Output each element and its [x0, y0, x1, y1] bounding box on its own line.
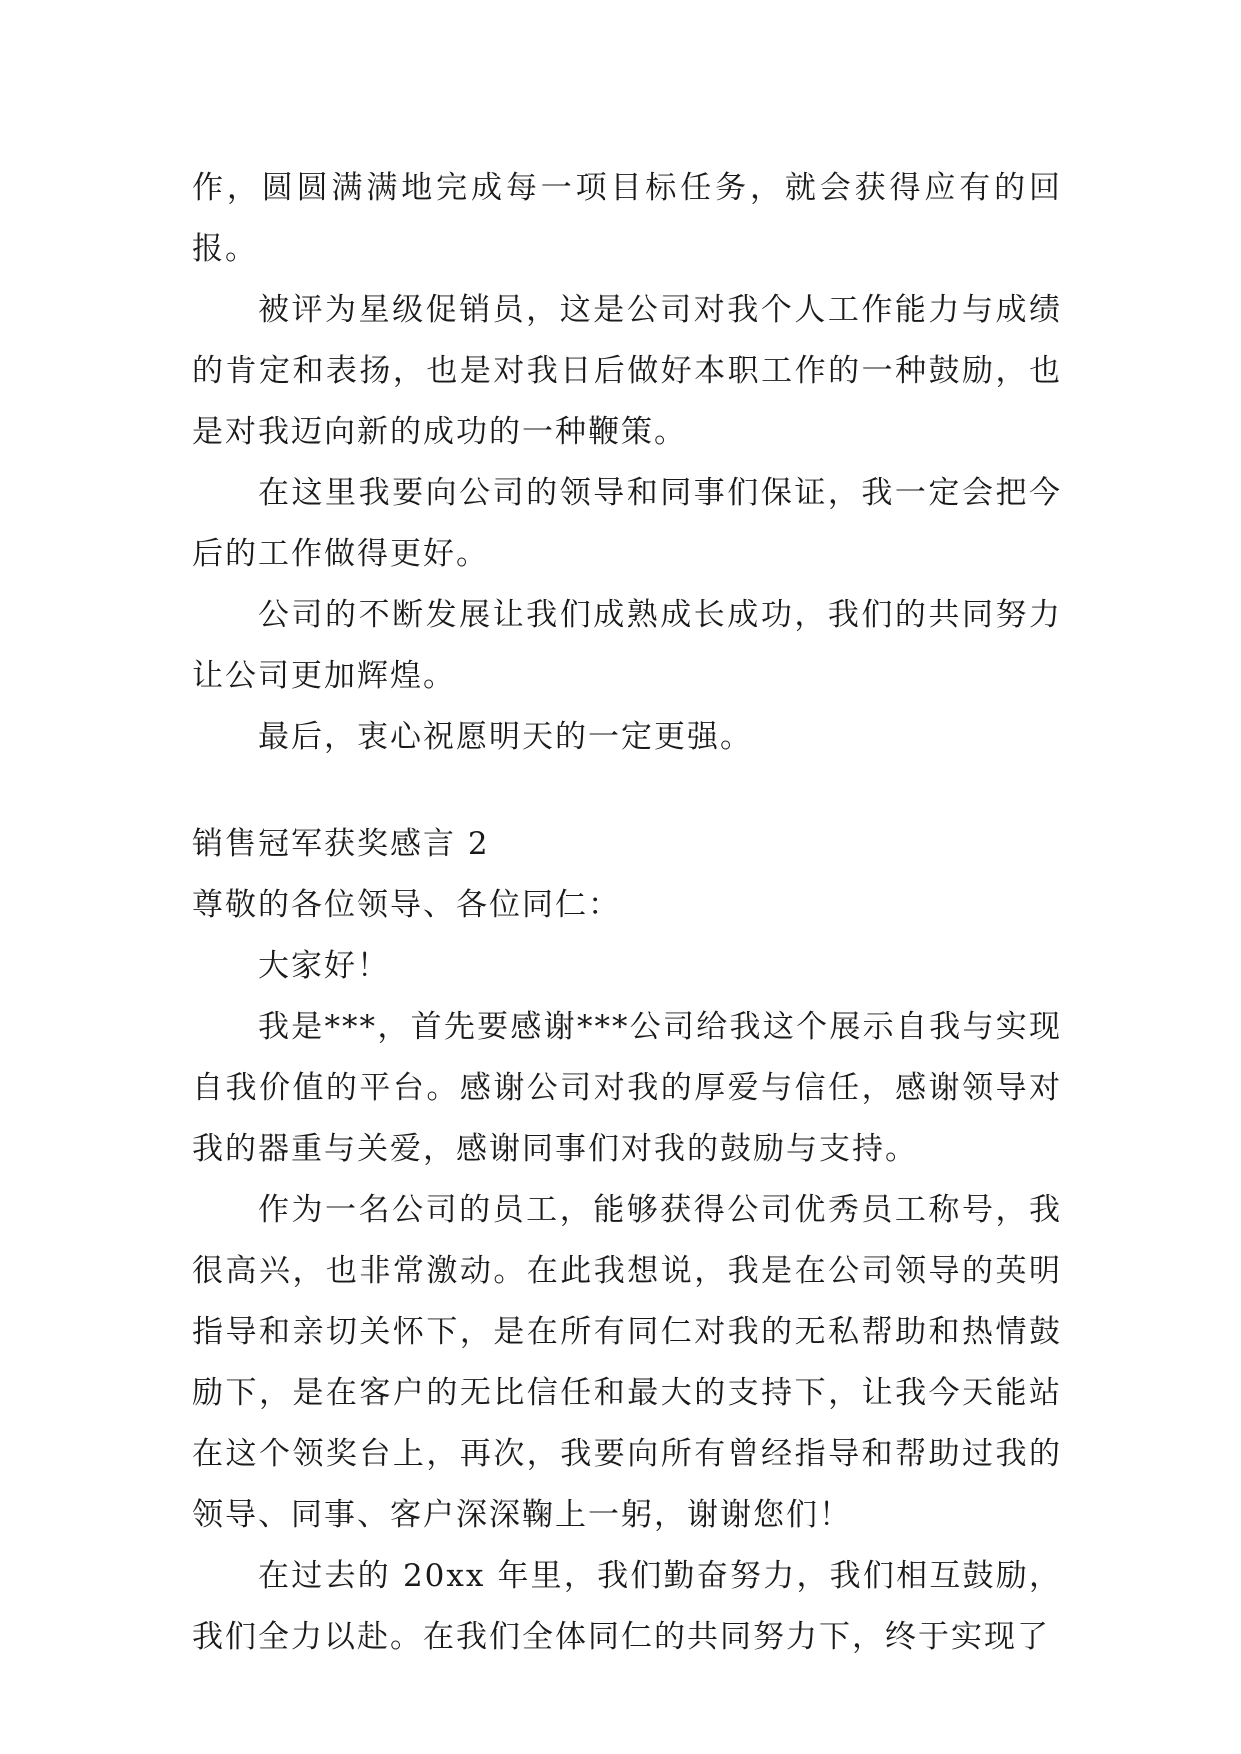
paragraph: 作，圆圆满满地完成每一项目标任务，就会获得应有的回报。: [192, 170, 1062, 267]
paragraph: 在这里我要向公司的领导和同事们保证，我一定会把今后的工作做得更好。: [192, 475, 1062, 572]
paragraph: 在过去的 20xx 年里，我们勤奋努力，我们相互鼓励，我们全力以赴。在我们全体同仁的共同努力下，终于实现了: [192, 1558, 1062, 1655]
document-body: [192, 158, 1062, 1668]
paragraph: 最后，衷心祝愿明天的一定更强。: [258, 719, 753, 755]
paragraph: 公司的不断发展让我们成熟成长成功，我们的共同努力让公司更加辉煌。: [192, 597, 1062, 694]
paragraph: 被评为星级促销员，这是公司对我个人工作能力与成绩的肯定和表扬，也是对我日后做好本职工作的一种鼓励，也是对我迈向新的成功的一种鞭策。: [192, 292, 1062, 450]
paragraph: 作为一名公司的员工，能够获得公司优秀员工称号，我很高兴，也非常激动。在此我想说，我是在公司领导的英明指导和亲切关怀下，是在所有同仁对我的无私帮助和热情鼓励下，是在客户的无比信任和最大的支持下，让我今天能站在这个领奖台上，再次，我要向所有曾经指导和帮助过我的领导、同事、客户深深鞠上一躬，谢谢您们！: [192, 1192, 1062, 1533]
paragraph: 大家好！: [258, 948, 390, 984]
paragraph: 我是***，首先要感谢***公司给我这个展示自我与实现自我价值的平台。感谢公司对我的厚爱与信任，感谢领导对我的器重与关爱，感谢同事们对我的鼓励与支持。: [192, 1009, 1062, 1167]
section-title: 销售冠军获奖感言 2: [192, 826, 490, 862]
salutation: 尊敬的各位领导、各位同仁：: [192, 887, 621, 923]
